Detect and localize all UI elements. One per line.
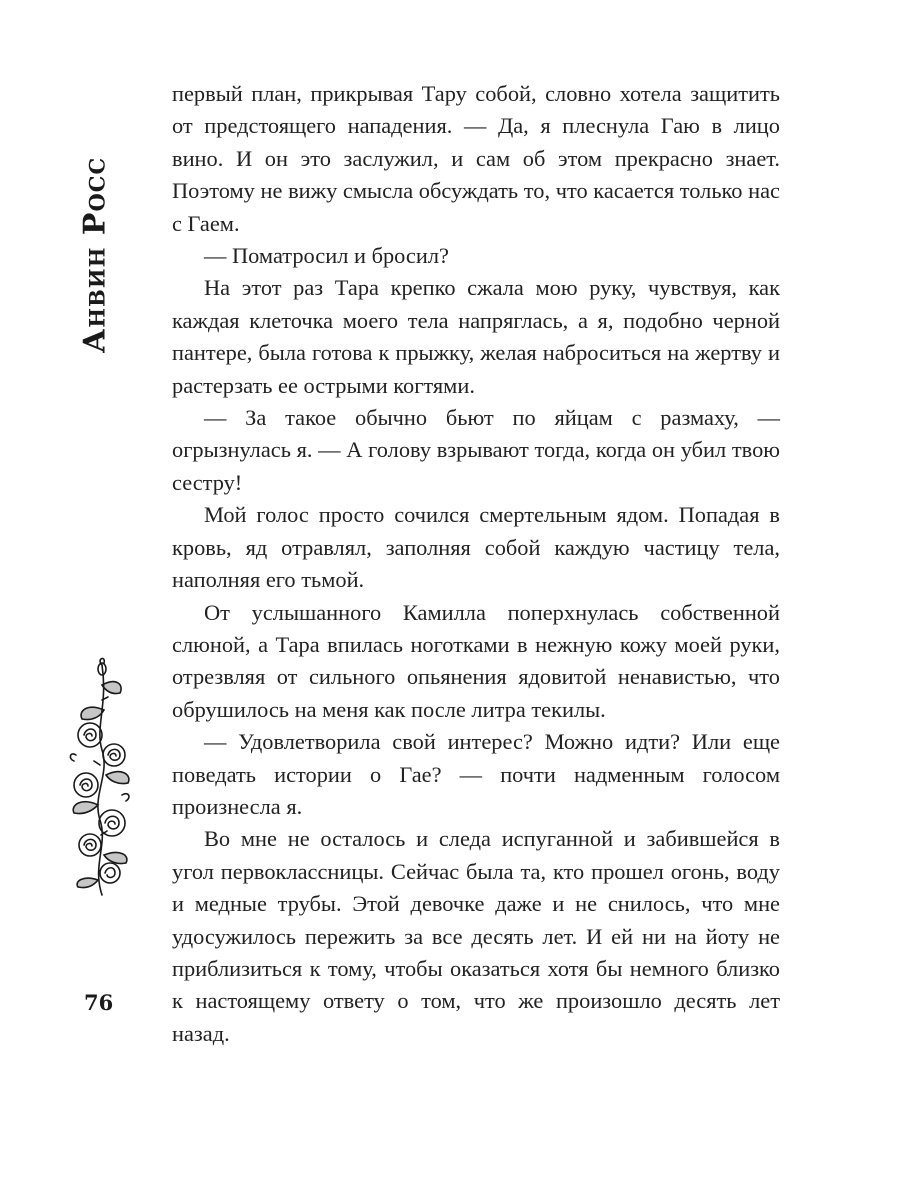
paragraph: Во мне не осталось и следа испуганной и забившейся в угол первоклассницы. Сейчас была та, кто прошел огонь, воду и медные трубы. Этой девочке даже и не снилось, что мне удосужилось пережить за все десять лет. И ей ни на йоту не приблизиться к тому, чтобы оказаться хотя бы немного близко к настоящему ответу о том, что же произошло десять лет назад.: [172, 826, 780, 1046]
author-name: Анвин Росс: [77, 156, 113, 354]
running-head-author: [60, 156, 130, 354]
paragraph: Мой голос просто сочился смертельным ядом. Попадая в кровь, яд отравлял, заполняя собой каждую частицу тела, наполняя его тьмой.: [172, 502, 780, 593]
paragraph: первый план, прикрывая Тару собой, словно хотела защитить от предстоящего нападения. — Да, я плеснула Гаю в лицо вино. И он это заслужил, и сам об этом прекрасно знает. Поэтому не вижу смысла обсуждать то, что касается только нас с Гаем.: [172, 81, 780, 236]
body-text: [172, 78, 780, 1050]
paragraph: От услышанного Камилла поперхнулась собственной слюной, а Тара впилась ноготками в нежную кожу моей руки, отрезвляя от сильного опьянения ядовитой ненавистью, что обрушилось на меня как после литра текилы.: [172, 599, 780, 722]
paragraph: На этот раз Тара крепко сжала мою руку, чувствуя, как каждая клеточка моего тела напряглась, а я, подобно черной пантере, была готова к прыжку, желая наброситься на жертву и растерзать ее острыми когтями.: [172, 275, 780, 398]
rose-vine-ornament-icon: [62, 655, 142, 900]
paragraph: — За такое обычно бьют по яйцам с размаху, — огрызнулась я. — А голову взрывают тогда, когда он убил твою сестру!: [172, 405, 780, 495]
page-number: 76: [84, 990, 114, 1015]
paragraph: — Поматросил и бросил?: [204, 243, 449, 269]
paragraph: — Удовлетворила свой интерес? Можно идти? Или еще поведать истории о Гае? — почти надменным голосом произнесла я.: [172, 729, 780, 819]
